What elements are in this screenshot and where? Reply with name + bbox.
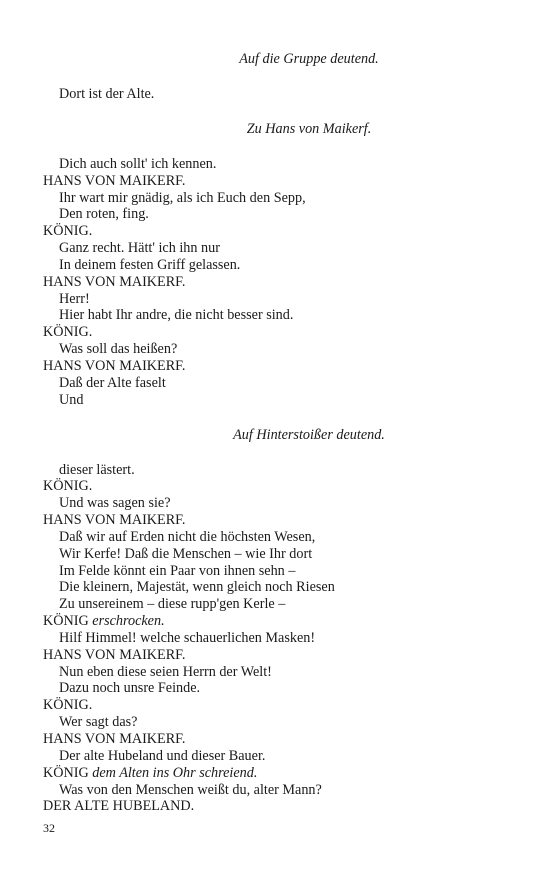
speaker-label: KÖNIG. (43, 223, 93, 240)
verse-line: Dazu noch unsre Feinde. (59, 680, 201, 697)
speaker-name (43, 697, 513, 714)
speaker-label: HANS VON MAIKERF. (43, 172, 186, 189)
speaker-name (43, 647, 513, 664)
speaker-name (43, 731, 513, 748)
verse-line: Dort ist der Alte. (59, 86, 155, 102)
speaker-name (43, 223, 513, 240)
stage-direction: Auf Hinterstoißer deutend. (233, 426, 385, 443)
stage-direction: Auf die Gruppe deutend. (239, 51, 379, 67)
verse-line: Daß wir auf Erden nicht die höchsten Wesen, (59, 528, 316, 545)
speaker-label: HANS VON MAIKERF. (43, 357, 186, 374)
inline-stage-direction: erschrocken. (92, 613, 165, 630)
speaker-label: HANS VON MAIKERF. (43, 273, 186, 290)
speaker-name (43, 765, 513, 782)
verse-line: Und was sagen sie? (59, 495, 171, 512)
speaker-label: KÖNIG. (43, 697, 93, 714)
verse-line: Herr! (59, 290, 90, 307)
speaker-name (43, 274, 513, 291)
verse-line: Die kleinern, Majestät, wenn gleich noch Riesen (59, 579, 335, 596)
verse-line: Hilf Himmel! welche schauerlichen Masken! (59, 629, 316, 646)
verse-line: Und (59, 391, 84, 408)
speaker-label: DER ALTE HUBELAND. (43, 798, 195, 815)
speaker-name (43, 324, 513, 341)
verse-line: Dich auch sollt' ich kennen. (59, 155, 217, 172)
text-block (43, 50, 513, 815)
verse-line: Der alte Hubeland und dieser Bauer. (59, 747, 266, 764)
speaker-label: KÖNIG. (43, 478, 93, 495)
verse-line: Was soll das heißen? (59, 341, 178, 358)
verse-line: Was von den Menschen weißt du, alter Mann? (59, 781, 322, 798)
speaker-label: KÖNIG (43, 613, 89, 630)
verse-line: Daß der Alte faselt (59, 374, 166, 391)
verse-line: Nun eben diese seien Herrn der Welt! (59, 663, 272, 680)
verse-line: Den roten, fing. (59, 206, 149, 223)
speaker-label: HANS VON MAIKERF. (43, 731, 186, 747)
verse-line: In deinem festen Griff gelassen. (59, 256, 241, 273)
verse-line: Ganz recht. Hätt' ich ihn nur (59, 240, 220, 257)
verse-line: Hier habt Ihr andre, die nicht besser sind. (59, 307, 294, 324)
speaker-label: HANS VON MAIKERF. (43, 512, 186, 529)
page-number: 32 (43, 821, 55, 835)
speaker-label: KÖNIG. (43, 324, 93, 341)
speaker-name (43, 173, 513, 190)
speaker-label: HANS VON MAIKERF. (43, 646, 186, 663)
verse-line: Ihr wart mir gnädig, als ich Euch den Sepp, (59, 189, 306, 206)
verse-line: dieser lästert. (59, 461, 135, 478)
verse-line: Wir Kerfe! Daß die Menschen – wie Ihr dort (59, 545, 313, 562)
speaker-label: KÖNIG (43, 764, 89, 781)
speaker-name (43, 798, 513, 815)
speaker-name (43, 512, 513, 529)
stage-direction: Zu Hans von Maikerf. (246, 120, 372, 137)
inline-stage-direction: dem Alten ins Ohr schreiend. (92, 764, 258, 781)
verse-line: Zu unsereinem – diese rupp'gen Kerle – (59, 596, 286, 613)
speaker-name (43, 613, 513, 630)
speaker-name (43, 358, 513, 375)
speaker-name (43, 478, 513, 495)
verse-line: Wer sagt das? (59, 714, 138, 731)
verse-line: Im Felde könnt ein Paar von ihnen sehn – (59, 562, 296, 579)
